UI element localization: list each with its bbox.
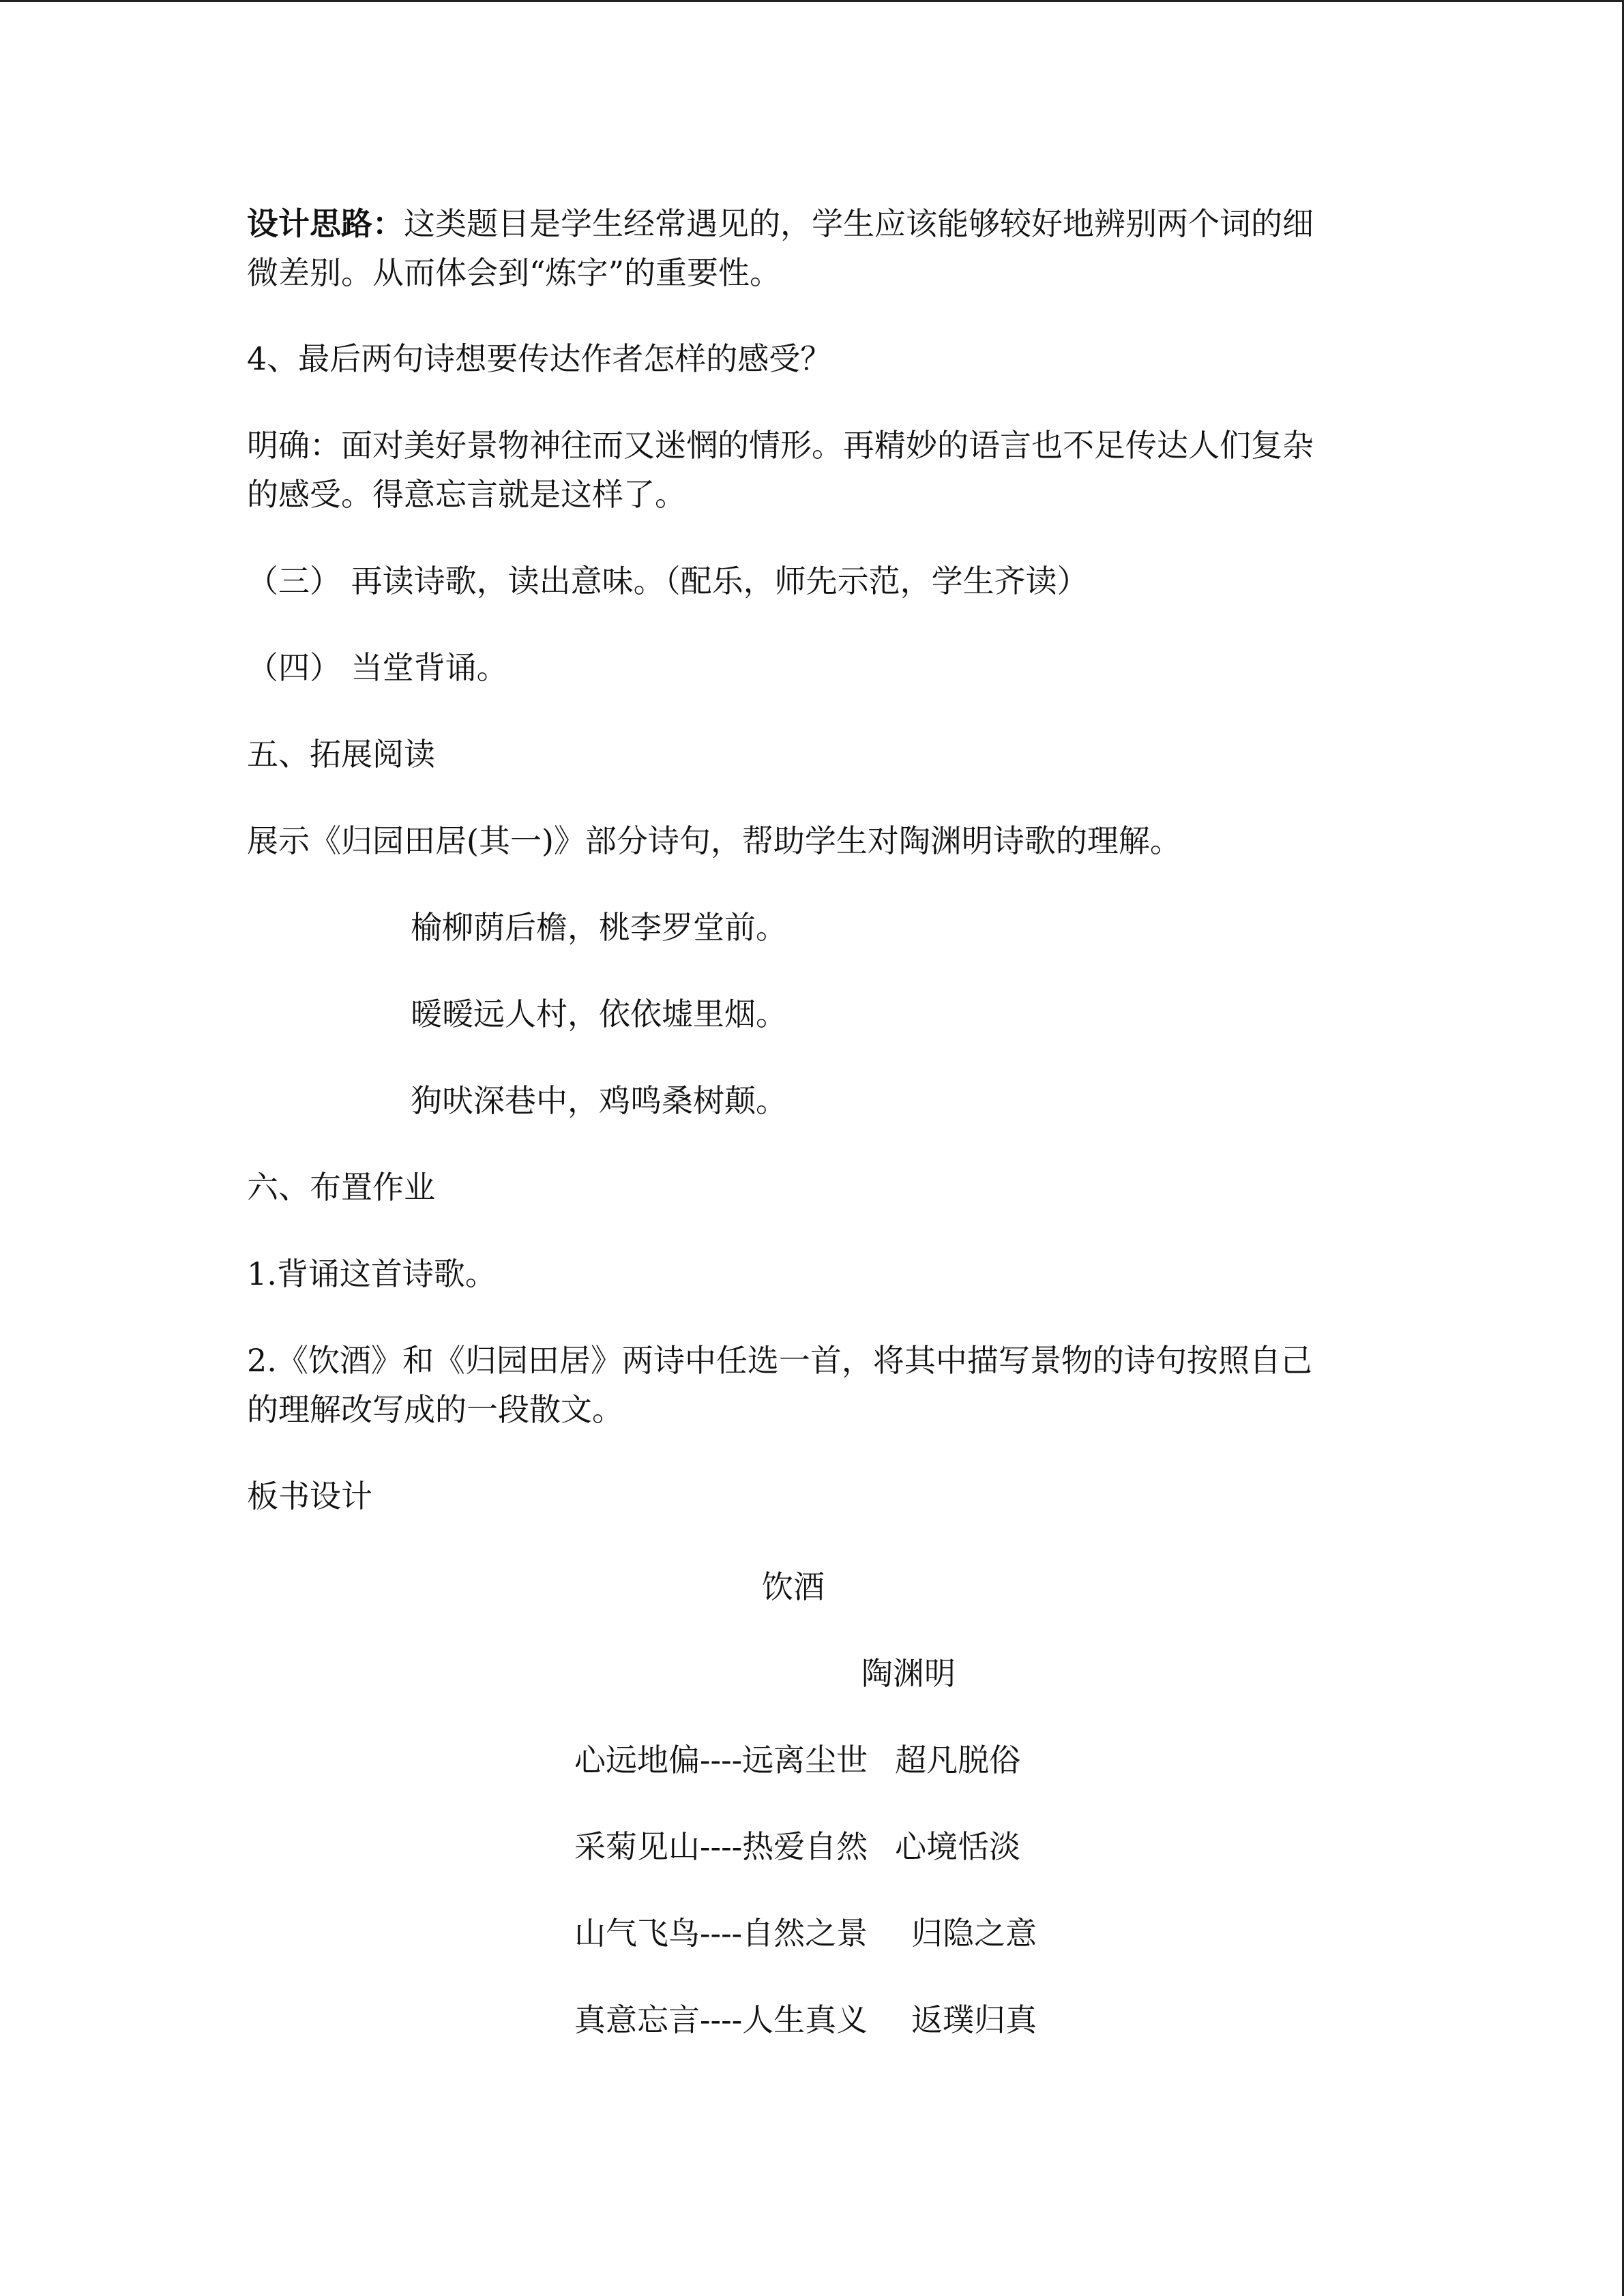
board-row-left: 真意忘言----人生真义 [574, 2001, 868, 2038]
step-4: （四） 当堂背诵。 [247, 649, 508, 686]
board-row-left: 采菊见山----热爱自然 [574, 1828, 868, 1865]
step-3: （三） 再读诗歌，读出意味。（配乐，师先示范，学生齐读） [247, 563, 1089, 599]
poem-line-1: 榆柳荫后檐，桃李罗堂前。 [411, 909, 787, 946]
answer-line-2: 的感受。得意忘言就是这样了。 [247, 476, 686, 513]
board-row [574, 1828, 1021, 1865]
answer-line-1: 明确：面对美好景物神往而又迷惘的情形。再精妙的语言也不足传达人们复杂 [247, 427, 1314, 464]
design-idea-label: 设计思路： [247, 205, 404, 242]
poem-line-3: 狗吠深巷中，鸡鸣桑树颠。 [411, 1082, 787, 1119]
poem-line-2: 暧暧远人村，依依墟里烟。 [411, 996, 787, 1032]
design-idea-text-1: 这类题目是学生经常遇见的，学生应该能够较好地辨别两个词的细 [404, 205, 1314, 242]
board-row-right: 返璞归真 [911, 2001, 1037, 2038]
board-row-left: 心远地偏----远离尘世 [574, 1742, 868, 1778]
section-5-heading: 五、拓展阅读 [247, 736, 435, 773]
board-row-left: 山气飞鸟----自然之景 [574, 1915, 868, 1952]
homework-1: 1.背诵这首诗歌。 [247, 1255, 497, 1292]
homework-2-line-1: 2.《饮酒》和《归园田居》两诗中任选一首，将其中描写景物的诗句按照自己 [247, 1342, 1312, 1379]
section-6-heading: 六、布置作业 [247, 1169, 435, 1206]
board-row [574, 1915, 1037, 1952]
board-row [574, 2001, 1037, 2038]
question-4: 4、最后两句诗想要传达作者怎样的感受？ [247, 340, 832, 377]
extend-intro: 展示《归园田居(其一)》部分诗句，帮助学生对陶渊明诗歌的理解。 [247, 822, 1181, 859]
design-idea-line-1 [247, 205, 1314, 242]
homework-2-line-2: 的理解改写成的一段散文。 [247, 1391, 623, 1428]
board-design-label: 板书设计 [247, 1478, 372, 1515]
board-author: 陶渊明 [861, 1655, 956, 1692]
board-row-right: 归隐之意 [911, 1915, 1037, 1952]
board-row-right: 超凡脱俗 [895, 1742, 1021, 1778]
board-row-right: 心境恬淡 [895, 1828, 1021, 1865]
design-idea-line-2: 微差别。从而体会到“炼字”的重要性。 [247, 254, 782, 291]
board-title: 饮酒 [762, 1568, 825, 1605]
board-row [574, 1744, 1020, 1776]
